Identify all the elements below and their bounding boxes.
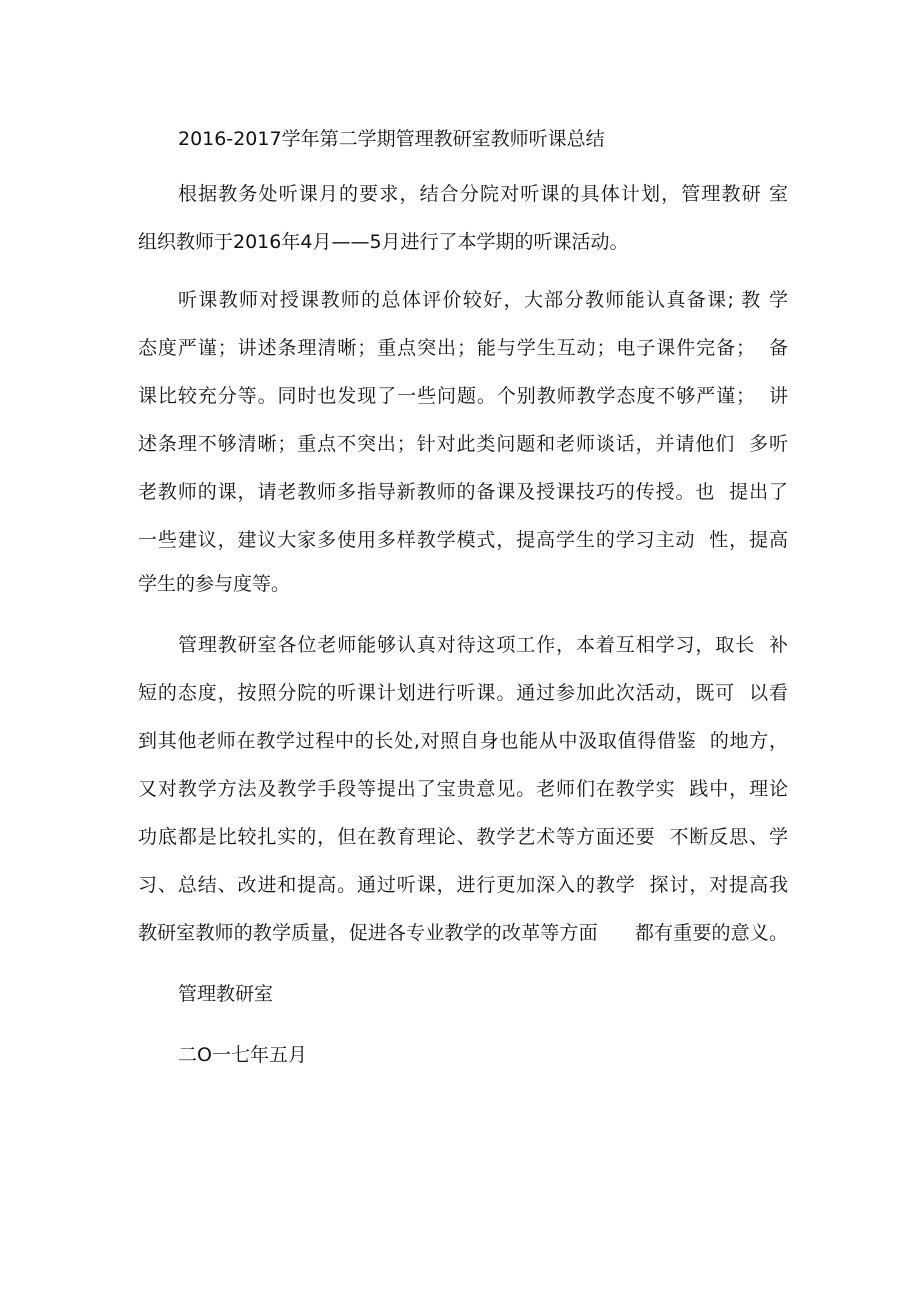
paragraph-2-line-6: 一些建议，建议大家多使用多样教学模式，提高学生的学习主动 性，提高 (138, 529, 788, 551)
document-date: 二O一七年五月 (178, 1044, 307, 1066)
paragraph-3-line-4: 又对教学方法及教学手段等提出了宝贵意见。老师们在教学实 践中，理论 (138, 778, 788, 800)
paragraph-3-line-2: 短的态度，按照分院的听课计划进行听课。通过参加此次活动，既可 以看 (138, 682, 788, 704)
paragraph-1-line-2: 组织教师于2016年4月——5月进行了本学期的听课活动。 (138, 231, 629, 253)
paragraph-3-line-1: 管理教研室各位老师能够认真对待这项工作，本着互相学习，取长 补 (178, 634, 788, 656)
paragraph-2-line-4: 述条理不够清晰；重点不突出；针对此类问题和老师谈话，并请他们 多听 (138, 433, 788, 455)
paragraph-3-line-7: 教研室教师的教学质量，促进各专业教学的改革等方面 都有重要的意义。 (138, 922, 788, 944)
paragraph-2-line-2: 态度严谨；讲述条理清晰；重点突出；能与学生互动；电子课件完备； 备 (138, 337, 788, 359)
paragraph-3-line-6: 习、总结、改进和提高。通过听课，进行更加深入的教学 探讨，对提高我 (138, 874, 788, 896)
paragraph-3-line-3: 到其他老师在教学过程中的长处,对照自身也能从中汲取值得借鉴 的地方， (138, 730, 788, 752)
signature: 管理教研室 (178, 983, 274, 1005)
paragraph-2-line-1: 听课教师对授课教师的总体评价较好，大部分教师能认真备课; 教 学 (178, 289, 788, 311)
paragraph-2-line-5: 老教师的课，请老教师多指导新教师的备课及授课技巧的传授。也 提出了 (138, 481, 788, 503)
document-title: 2016-2017学年第二学期管理教研室教师听课总结 (178, 128, 605, 150)
paragraph-1-line-1: 根据教务处听课月的要求，结合分院对听课的具体计划，管理教研 室 (178, 183, 788, 205)
paragraph-2-line-7: 学生的参与度等。 (138, 573, 291, 595)
paragraph-3-line-5: 功底都是比较扎实的，但在教育理论、教学艺术等方面还要 不断反思、学 (138, 826, 788, 848)
paragraph-2-line-3: 课比较充分等。同时也发现了一些问题。个别教师教学态度不够严谨； 讲 (138, 385, 788, 407)
